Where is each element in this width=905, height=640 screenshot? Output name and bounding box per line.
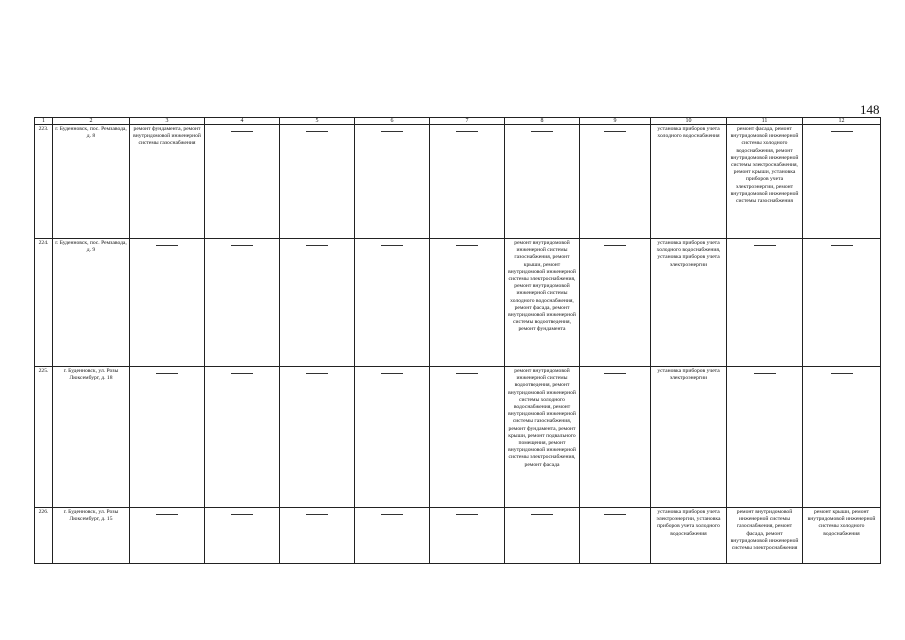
address-cell: г. Буденновск, пос. Ремзавода, д. 8 <box>53 125 130 239</box>
dash-mark <box>306 131 328 132</box>
empty-cell <box>355 508 430 564</box>
dash-mark <box>456 373 478 374</box>
work-cell: установка приборов учета холодного водоснабжения <box>651 125 727 239</box>
dash-mark <box>604 245 626 246</box>
empty-cell <box>430 239 505 367</box>
address-cell: г. Буденновск, ул. Розы Люксембург, д. 18 <box>53 367 130 508</box>
table-row <box>35 508 881 564</box>
empty-cell <box>280 367 355 508</box>
dash-mark <box>531 514 553 515</box>
empty-cell <box>430 508 505 564</box>
work-cell: установка приборов учета электроэнергии, установка приборов учета холодного водоснабжения <box>651 508 727 564</box>
dash-mark <box>231 514 253 515</box>
empty-cell <box>580 508 651 564</box>
empty-cell <box>727 367 803 508</box>
work-cell: ремонт внутридомовой инженерной системы газоснабжения, ремонт фасада, ремонт внутридомовой инженерной системы электроснабжения <box>727 508 803 564</box>
work-cell: установка приборов учета электроэнергии <box>651 367 727 508</box>
dash-mark <box>754 245 776 246</box>
empty-cell <box>280 508 355 564</box>
dash-mark <box>831 245 853 246</box>
empty-cell <box>803 367 881 508</box>
header-cell: 1 <box>35 118 53 125</box>
page-number: 148 <box>860 102 880 117</box>
row-number: 224. <box>35 239 53 367</box>
dash-mark <box>381 514 403 515</box>
header-cell: 5 <box>280 118 355 125</box>
empty-cell <box>355 239 430 367</box>
empty-cell <box>580 125 651 239</box>
header-cell: 12 <box>803 118 881 125</box>
header-cell: 10 <box>651 118 727 125</box>
dash-mark <box>306 514 328 515</box>
dash-mark <box>456 245 478 246</box>
header-cell: 6 <box>355 118 430 125</box>
dash-mark <box>156 514 178 515</box>
work-cell: ремонт внутридомовой инженерной системы газоснабжения, ремонт крыши, ремонт внутридомовой инженерной системы электроснабжения, ремонт внутридомовой инженерной системы холодного водоснабжения, ремонт фасада, ремонт внутридомовой инженерной системы водоотведения, ремонт фундамента <box>505 239 580 367</box>
table-row <box>35 125 881 239</box>
empty-cell <box>205 239 280 367</box>
row-number: 223. <box>35 125 53 239</box>
empty-cell <box>130 239 205 367</box>
empty-cell <box>430 367 505 508</box>
header-cell: 11 <box>727 118 803 125</box>
empty-cell <box>803 239 881 367</box>
table-row <box>35 367 881 508</box>
dash-mark <box>604 131 626 132</box>
dash-mark <box>381 373 403 374</box>
repair-schedule-table <box>34 117 881 564</box>
empty-cell <box>430 125 505 239</box>
dash-mark <box>754 373 776 374</box>
header-cell: 3 <box>130 118 205 125</box>
empty-cell <box>505 125 580 239</box>
dash-mark <box>381 245 403 246</box>
dash-mark <box>831 131 853 132</box>
empty-cell <box>130 508 205 564</box>
work-cell: ремонт крыши, ремонт внутридомовой инженерной системы холодного водоснабжения <box>803 508 881 564</box>
empty-cell <box>505 508 580 564</box>
dash-mark <box>306 245 328 246</box>
header-cell: 8 <box>505 118 580 125</box>
empty-cell <box>803 125 881 239</box>
empty-cell <box>355 125 430 239</box>
empty-cell <box>280 239 355 367</box>
dash-mark <box>456 131 478 132</box>
dash-mark <box>604 373 626 374</box>
header-row <box>35 118 881 125</box>
dash-mark <box>231 373 253 374</box>
empty-cell <box>355 367 430 508</box>
dash-mark <box>831 373 853 374</box>
table-row <box>35 239 881 367</box>
header-cell: 2 <box>53 118 130 125</box>
dash-mark <box>156 245 178 246</box>
work-cell: ремонт фундамента, ремонт внутридомовой инженерной системы газоснабжения <box>130 125 205 239</box>
dash-mark <box>604 514 626 515</box>
empty-cell <box>280 125 355 239</box>
row-number: 226. <box>35 508 53 564</box>
row-number: 225. <box>35 367 53 508</box>
dash-mark <box>306 373 328 374</box>
work-cell: ремонт внутридомовой инженерной системы водоотведения, ремонт внутридомовой инженерной системы холодного водоснабжения, ремонт внутридомовой инженерной системы газоснабжения, ремонт фундамента, ремонт крыши, ремонт подвального помещения, ремонт внутридомовой инженерной системы электроснабжения, ремонт фасада <box>505 367 580 508</box>
dash-mark <box>456 514 478 515</box>
dash-mark <box>531 131 553 132</box>
header-cell: 7 <box>430 118 505 125</box>
empty-cell <box>727 239 803 367</box>
address-cell: г. Буденновск, ул. Розы Люксембург, д. 15 <box>53 508 130 564</box>
empty-cell <box>130 367 205 508</box>
header-cell: 4 <box>205 118 280 125</box>
empty-cell <box>205 367 280 508</box>
dash-mark <box>156 373 178 374</box>
empty-cell <box>580 239 651 367</box>
dash-mark <box>381 131 403 132</box>
header-cell: 9 <box>580 118 651 125</box>
dash-mark <box>231 131 253 132</box>
work-cell: установка приборов учета холодного водоснабжения, установка приборов учета электроэнергии <box>651 239 727 367</box>
empty-cell <box>580 367 651 508</box>
empty-cell <box>205 508 280 564</box>
work-cell: ремонт фасада, ремонт внутридомовой инженерной системы холодного водоснабжения, ремонт внутридомовой инженерной системы электроснабжения, ремонт крыши, установка приборов учета электроэнергии, ремонт внутридомовой инженерной системы газоснабжения <box>727 125 803 239</box>
dash-mark <box>231 245 253 246</box>
address-cell: г. Буденновск, пос. Ремзавода, д. 9 <box>53 239 130 367</box>
empty-cell <box>205 125 280 239</box>
